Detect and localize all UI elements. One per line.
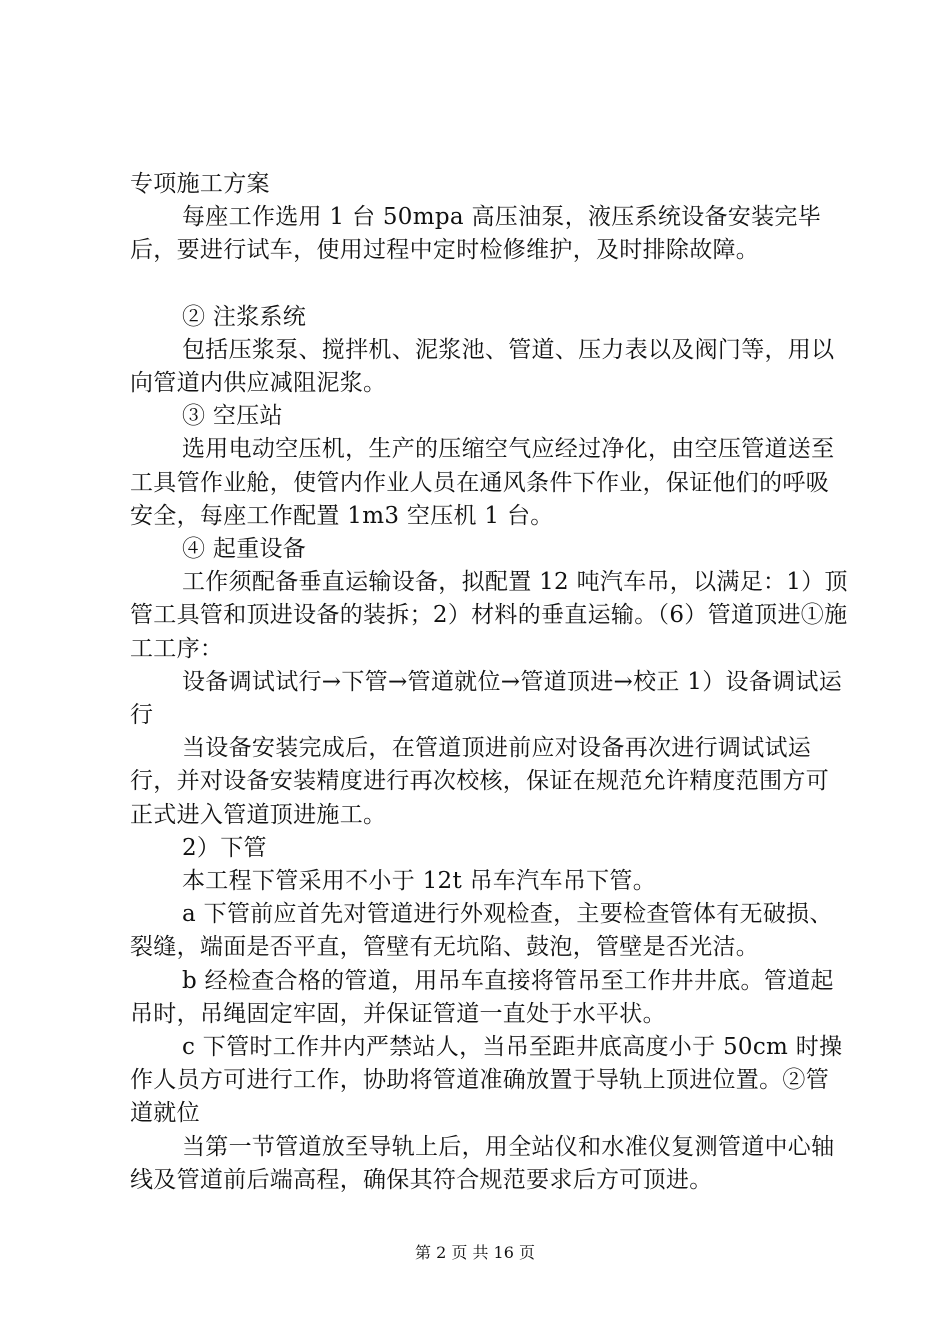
paragraph-lowering-step-c: c 下管时工作井内严禁站人，当吊至距井底高度小于 50cm 时操作人员方可进行工作，协助将管道准确放置于导轨上顶进位置。②管道就位 (130, 1034, 843, 1127)
heading-lowering-pipe: 2）下管 (182, 834, 267, 861)
paragraph-pipe-positioning: 当第一节管道放至导轨上后，用全站仪和水准仪复测管道中心轴线及管道前后端高程，确保其符合规范要求后方可顶进。 (130, 1133, 835, 1193)
paragraph-spacer (130, 268, 850, 301)
paragraph-lowering-crane: 本工程下管采用不小于 12t 吊车汽车吊下管。 (182, 868, 657, 895)
page-footer: 第 2 页 共 16 页 (415, 1243, 535, 1262)
document-body (130, 168, 850, 1197)
paragraph-lowering-step-a: a 下管前应首先对管道进行外观检查，主要检查管体有无破损、裂缝，端面是否平直，管壁有无坑陷、鼓泡，管壁是否光洁。 (130, 901, 833, 961)
heading-air-compressor-station: ③ 空压站 (182, 403, 283, 430)
paragraph-hydraulic-pump: 每座工作选用 1 台 50mpa 高压油泵，液压系统设备安装完毕后，要进行试车，使用过程中定时检修维护，及时排除故障。 (130, 204, 821, 264)
heading-lifting-equipment: ④ 起重设备 (182, 536, 307, 563)
paragraph-equipment-trial-run: 当设备安装完成后，在管道顶进前应对设备再次进行调试试运行，并对设备安装精度进行再次校核，保证在规范允许精度范围方可正式进入管道顶进施工。 (130, 735, 829, 828)
paragraph-air-compressor-station: 选用电动空压机，生产的压缩空气应经过净化，由空压管道送至工具管作业舱，使管内作业人员在通风条件下作业，保证他们的呼吸安全，每座工作配置 1m3 空压机 1 台。 (130, 436, 835, 529)
paragraph-lifting-equipment: 工作须配备垂直运输设备，拟配置 12 吨汽车吊，以满足：1）顶管工具管和顶进设备的装拆；2）材料的垂直运输。（6）管道顶进①施工工序： (130, 569, 848, 662)
paragraph-process-flow: 设备调试试行→下管→管道就位→管道顶进→校正 1）设备调试运行 (130, 668, 843, 729)
paragraph-lowering-step-b: b 经检查合格的管道，用吊车直接将管吊至工作井井底。管道起吊时，吊绳固定牢固，并保证管道一直处于水平状。 (130, 967, 834, 1027)
heading-grouting-system: ② 注浆系统 (182, 303, 307, 330)
paragraph-grouting-system: 包括压浆泵、搅拌机、泥浆池、管道、压力表以及阀门等，用以向管道内供应减阻泥浆。 (130, 336, 835, 397)
document-title: 专项施工方案 (130, 171, 270, 197)
